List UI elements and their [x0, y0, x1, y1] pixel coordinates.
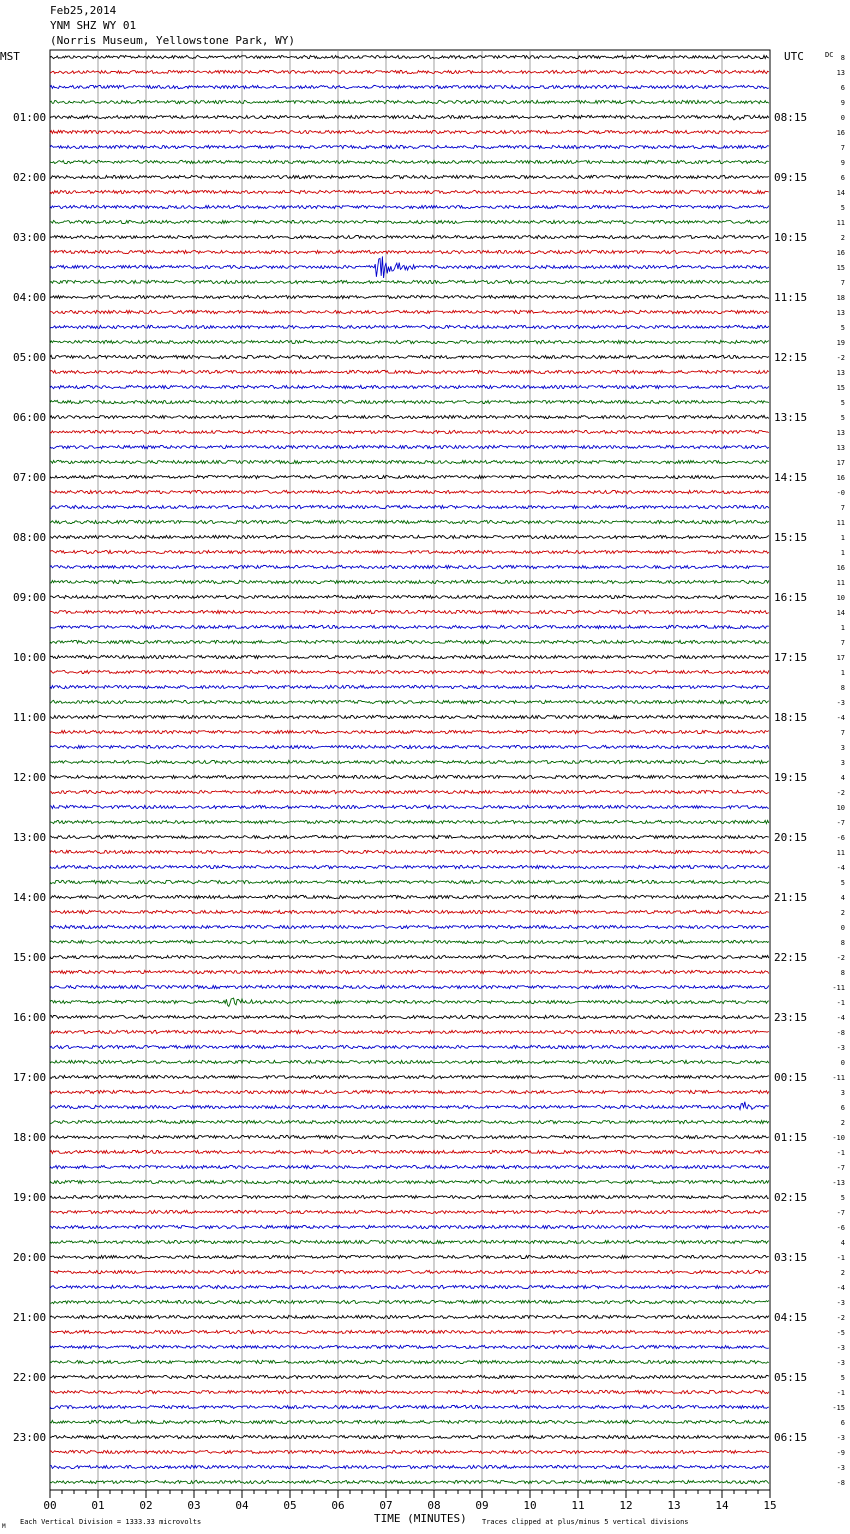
- trace-line: [50, 715, 769, 718]
- left-hour-label: 22:00: [13, 1371, 47, 1384]
- trace-line: [50, 1240, 769, 1243]
- dc-offset: 10: [836, 594, 845, 602]
- right-hour-label: 23:15: [774, 1011, 808, 1024]
- dc-offset: -2: [836, 954, 845, 962]
- trace-line: [50, 730, 769, 733]
- dc-offset: 14: [836, 189, 845, 197]
- trace-line: [50, 1060, 769, 1063]
- trace-line: [50, 445, 769, 448]
- trace-line: [50, 1345, 769, 1348]
- trace-line: [50, 115, 769, 120]
- dc-offset: 2: [840, 909, 845, 917]
- left-hour-label: 07:00: [13, 471, 47, 484]
- dc-offset: -3: [836, 1359, 845, 1367]
- dc-offset: 13: [836, 69, 845, 77]
- dc-offset: 4: [840, 894, 845, 902]
- dc-offset: -6: [836, 1224, 845, 1232]
- trace-line: [50, 280, 769, 283]
- trace-line: [50, 940, 769, 943]
- plot-date: Feb25,2014: [50, 4, 117, 17]
- left-hour-label: 06:00: [13, 411, 47, 424]
- trace-line: [50, 550, 769, 553]
- right-hour-label: 04:15: [774, 1311, 808, 1324]
- trace-line: [50, 325, 769, 328]
- trace-line: [50, 1300, 769, 1303]
- right-hour-label: 19:15: [774, 771, 808, 784]
- left-zone-label: MST: [0, 50, 20, 63]
- trace-line: [50, 520, 769, 523]
- dc-offset: 6: [840, 174, 845, 182]
- dc-offset: 5: [840, 414, 845, 422]
- dc-offset: 5: [840, 204, 845, 212]
- trace-line: [50, 625, 769, 628]
- trace-line: [50, 1405, 769, 1408]
- dc-offset: 1: [840, 624, 845, 632]
- dc-offset: 13: [836, 429, 845, 437]
- x-tick-label: 10: [523, 1499, 537, 1512]
- right-hour-label: 10:15: [774, 231, 808, 244]
- trace-line: [50, 745, 769, 748]
- left-hour-label: 02:00: [13, 171, 47, 184]
- dc-offset: 17: [836, 459, 845, 467]
- trace-line: [50, 55, 769, 58]
- dc-offset: -15: [832, 1404, 845, 1412]
- trace-line: [50, 895, 769, 898]
- dc-offset: -3: [836, 1464, 845, 1472]
- dc-label: DC: [825, 51, 834, 59]
- dc-offset: -4: [836, 1284, 845, 1292]
- dc-offset: 2: [840, 1119, 845, 1127]
- trace-line: [50, 610, 769, 613]
- dc-offset: 13: [836, 309, 845, 317]
- dc-offset: 3: [840, 759, 845, 767]
- trace-line: [50, 310, 769, 313]
- trace-line: [50, 1315, 769, 1318]
- left-hour-label: 20:00: [13, 1251, 47, 1264]
- right-hour-label: 05:15: [774, 1371, 808, 1384]
- left-hour-label: 15:00: [13, 951, 47, 964]
- trace-line: [50, 850, 769, 853]
- left-hour-label: 09:00: [13, 591, 47, 604]
- vertical-division-note: Each Vertical Division = 1333.33 microvolts: [20, 1518, 202, 1526]
- trace-line: [50, 1180, 769, 1183]
- right-hour-label: 15:15: [774, 531, 808, 544]
- right-hour-label: 02:15: [774, 1191, 808, 1204]
- trace-line: [50, 190, 769, 193]
- dc-offset: 7: [840, 504, 845, 512]
- dc-offset: 14: [836, 609, 845, 617]
- x-tick-label: 11: [571, 1499, 585, 1512]
- x-tick-label: 03: [187, 1499, 201, 1512]
- dc-offset: 11: [836, 849, 845, 857]
- dc-offset: 16: [836, 474, 845, 482]
- x-tick-label: 08: [427, 1499, 441, 1512]
- dc-offset: -3: [836, 1434, 845, 1442]
- trace-line: [50, 505, 769, 508]
- trace-line: [50, 370, 769, 373]
- station-code: YNM SHZ WY 01: [50, 19, 137, 32]
- trace-line: [50, 1480, 769, 1483]
- dc-offset: 2: [840, 1269, 845, 1277]
- trace-line: [50, 100, 769, 103]
- trace-line: [50, 595, 769, 598]
- dc-offset: 2: [840, 234, 845, 242]
- dc-offset: -11: [832, 1074, 845, 1082]
- trace-line: [50, 790, 769, 793]
- trace-line: [50, 385, 769, 388]
- right-hour-label: 00:15: [774, 1071, 808, 1084]
- right-hour-label: 09:15: [774, 171, 808, 184]
- right-hour-label: 12:15: [774, 351, 808, 364]
- dc-offset: -9: [836, 1449, 845, 1457]
- left-hour-label: 18:00: [13, 1131, 47, 1144]
- left-hour-label: 10:00: [13, 651, 47, 664]
- trace-line: [50, 880, 769, 883]
- dc-offset: -7: [836, 1209, 845, 1217]
- dc-offset: -1: [836, 1254, 845, 1262]
- trace-line: [50, 250, 769, 253]
- dc-offset: 5: [840, 324, 845, 332]
- dc-offset: -2: [836, 354, 845, 362]
- dc-offset: 7: [840, 729, 845, 737]
- dc-offset: 13: [836, 444, 845, 452]
- trace-line: [50, 175, 769, 178]
- dc-offset: 17: [836, 654, 845, 662]
- right-hour-label: 06:15: [774, 1431, 808, 1444]
- left-hour-label: 21:00: [13, 1311, 47, 1324]
- left-hour-label: 04:00: [13, 291, 47, 304]
- dc-offset: 0: [840, 114, 845, 122]
- trace-line: [50, 205, 769, 208]
- trace-line: [50, 910, 769, 913]
- trace-line: [50, 1375, 769, 1378]
- left-hour-label: 19:00: [13, 1191, 47, 1204]
- trace-line: [50, 475, 769, 478]
- x-tick-label: 07: [379, 1499, 393, 1512]
- dc-offset: 19: [836, 339, 845, 347]
- right-hour-label: 14:15: [774, 471, 808, 484]
- dc-offset: 9: [840, 159, 845, 167]
- dc-offset: -1: [836, 999, 845, 1007]
- trace-line: [50, 490, 769, 493]
- right-hour-label: 21:15: [774, 891, 808, 904]
- trace-line: [50, 985, 769, 988]
- dc-offset: -10: [832, 1134, 845, 1142]
- x-tick-label: 13: [667, 1499, 681, 1512]
- corner-mark: M: [2, 1523, 6, 1530]
- dc-offset: 6: [840, 1419, 845, 1427]
- dc-offset: 7: [840, 144, 845, 152]
- trace-line: [50, 70, 769, 73]
- right-hour-label: 16:15: [774, 591, 808, 604]
- dc-offset: -4: [836, 714, 845, 722]
- trace-line: [50, 1120, 769, 1123]
- trace-line: [50, 1225, 769, 1228]
- trace-line: [50, 160, 769, 163]
- right-hour-label: 17:15: [774, 651, 808, 664]
- dc-offset: 11: [836, 519, 845, 527]
- dc-offset: -5: [836, 1329, 845, 1337]
- trace-line: [50, 415, 769, 418]
- trace-line: [50, 775, 769, 778]
- trace-line: [50, 85, 769, 88]
- trace-line: [50, 1465, 769, 1468]
- trace-line: [50, 970, 769, 973]
- left-hour-label: 05:00: [13, 351, 47, 364]
- dc-offset: -6: [836, 834, 845, 842]
- dc-offset: -0: [836, 489, 845, 497]
- station-location: (Norris Museum, Yellowstone Park, WY): [50, 34, 296, 47]
- trace-line: [50, 1135, 769, 1138]
- trace-line: [50, 1270, 769, 1273]
- dc-offset: 5: [840, 1374, 845, 1382]
- dc-offset: -11: [832, 984, 845, 992]
- trace-line: [50, 130, 769, 133]
- trace-line: [50, 865, 769, 868]
- trace-line: [50, 355, 769, 358]
- dc-offset: 5: [840, 399, 845, 407]
- dc-offset: 3: [840, 744, 845, 752]
- dc-offset: 11: [836, 219, 845, 227]
- dc-offset: -3: [836, 1044, 845, 1052]
- dc-offset: 18: [836, 294, 845, 302]
- left-hour-label: 23:00: [13, 1431, 47, 1444]
- trace-line: [50, 1390, 769, 1393]
- left-hour-label: 16:00: [13, 1011, 47, 1024]
- dc-offset: -4: [836, 864, 845, 872]
- dc-offset: 1: [840, 549, 845, 557]
- right-hour-label: 08:15: [774, 111, 808, 124]
- right-hour-label: 22:15: [774, 951, 808, 964]
- dc-offset: 4: [840, 774, 845, 782]
- x-tick-label: 02: [139, 1499, 153, 1512]
- dc-offset: 15: [836, 264, 845, 272]
- grid-lines: [50, 50, 770, 1498]
- trace-line: [50, 1360, 769, 1363]
- trace-line: [50, 565, 769, 568]
- trace-line: [50, 998, 769, 1006]
- dc-offset: 5: [840, 879, 845, 887]
- dc-offset: 15: [836, 384, 845, 392]
- trace-line: [50, 256, 769, 278]
- left-hour-label: 08:00: [13, 531, 47, 544]
- dc-offset: -3: [836, 699, 845, 707]
- dc-offset: -13: [832, 1179, 845, 1187]
- trace-line: [50, 1045, 769, 1048]
- right-hour-label: 03:15: [774, 1251, 808, 1264]
- traces-group: [50, 55, 769, 1483]
- dc-offset: 16: [836, 129, 845, 137]
- trace-line: [50, 835, 769, 838]
- trace-line: [50, 1090, 769, 1093]
- dc-offset: 6: [840, 84, 845, 92]
- x-tick-label: 00: [43, 1499, 57, 1512]
- trace-line: [50, 235, 769, 238]
- dc-offset: 11: [836, 579, 845, 587]
- dc-offset: 10: [836, 804, 845, 812]
- dc-offset: 9: [840, 99, 845, 107]
- trace-line: [50, 1210, 769, 1213]
- x-tick-label: 14: [715, 1499, 729, 1512]
- trace-line: [50, 460, 769, 463]
- left-hour-label: 01:00: [13, 111, 47, 124]
- left-hour-label: 03:00: [13, 231, 47, 244]
- x-tick-label: 12: [619, 1499, 633, 1512]
- x-tick-label: 09: [475, 1499, 489, 1512]
- dc-offset: -2: [836, 789, 845, 797]
- dc-offset: -3: [836, 1299, 845, 1307]
- dc-offset: 8: [840, 939, 845, 947]
- dc-offset: 7: [840, 639, 845, 647]
- trace-line: [50, 1150, 769, 1153]
- dc-offset: 0: [840, 924, 845, 932]
- right-hour-label: 13:15: [774, 411, 808, 424]
- left-hour-label: 14:00: [13, 891, 47, 904]
- right-hour-label: 01:15: [774, 1131, 808, 1144]
- trace-line: [50, 340, 769, 343]
- trace-line: [50, 1450, 769, 1453]
- trace-line: [50, 1015, 769, 1018]
- dc-offset: 7: [840, 279, 845, 287]
- trace-line: [50, 955, 769, 958]
- left-hour-label: 17:00: [13, 1071, 47, 1084]
- dc-offset: -4: [836, 1014, 845, 1022]
- x-tick-label: 05: [283, 1499, 297, 1512]
- trace-line: [50, 1330, 769, 1333]
- trace-line: [50, 1165, 769, 1168]
- dc-offset: 1: [840, 669, 845, 677]
- left-hour-label: 13:00: [13, 831, 47, 844]
- right-hour-label: 11:15: [774, 291, 808, 304]
- dc-offset: 6: [840, 1104, 845, 1112]
- dc-offset: 16: [836, 249, 845, 257]
- dc-offset: -1: [836, 1389, 845, 1397]
- trace-line: [50, 1102, 769, 1110]
- trace-line: [50, 1255, 769, 1258]
- dc-offset: -2: [836, 1314, 845, 1322]
- left-hour-label: 12:00: [13, 771, 47, 784]
- trace-line: [50, 535, 769, 538]
- trace-line: [50, 145, 769, 148]
- dc-offset: -1: [836, 1149, 845, 1157]
- x-tick-label: 04: [235, 1499, 249, 1512]
- x-axis-label: TIME (MINUTES): [374, 1512, 467, 1525]
- dc-offset: -8: [836, 1029, 845, 1037]
- dc-offset: -8: [836, 1479, 845, 1487]
- trace-line: [50, 640, 769, 643]
- labels-group: [13, 54, 845, 1512]
- trace-line: [50, 220, 769, 223]
- trace-line: [50, 1030, 769, 1033]
- dc-offset: 5: [840, 1194, 845, 1202]
- trace-line: [50, 400, 769, 403]
- left-hour-label: 11:00: [13, 711, 47, 724]
- trace-line: [50, 1195, 769, 1198]
- trace-line: [50, 1075, 769, 1078]
- trace-line: [50, 1420, 769, 1423]
- trace-line: [50, 670, 769, 673]
- right-hour-label: 18:15: [774, 711, 808, 724]
- dc-offset: 13: [836, 369, 845, 377]
- dc-offset: 16: [836, 564, 845, 572]
- trace-line: [50, 295, 769, 298]
- dc-offset: 3: [840, 1089, 845, 1097]
- trace-line: [50, 1285, 769, 1288]
- dc-offset: 1: [840, 534, 845, 542]
- dc-offset: 4: [840, 1239, 845, 1247]
- trace-line: [50, 700, 769, 703]
- dc-offset: -7: [836, 819, 845, 827]
- trace-line: [50, 655, 769, 658]
- dc-offset: -7: [836, 1164, 845, 1172]
- right-zone-label: UTC: [784, 50, 804, 63]
- dc-offset: 8: [840, 684, 845, 692]
- trace-line: [50, 925, 769, 928]
- x-tick-label: 01: [91, 1499, 105, 1512]
- x-tick-label: 06: [331, 1499, 345, 1512]
- x-tick-label: 15: [763, 1499, 777, 1512]
- trace-line: [50, 580, 769, 583]
- trace-line: [50, 430, 769, 433]
- trace-line: [50, 820, 769, 823]
- clipping-note: Traces clipped at plus/minus 5 vertical divisions: [482, 1518, 689, 1526]
- dc-offset: 8: [840, 54, 845, 62]
- trace-line: [50, 805, 769, 808]
- dc-offset: 8: [840, 969, 845, 977]
- trace-line: [50, 685, 769, 688]
- trace-line: [50, 760, 769, 763]
- trace-line: [50, 1435, 769, 1438]
- dc-offset: 0: [840, 1059, 845, 1067]
- right-hour-label: 20:15: [774, 831, 808, 844]
- dc-offset: -3: [836, 1344, 845, 1352]
